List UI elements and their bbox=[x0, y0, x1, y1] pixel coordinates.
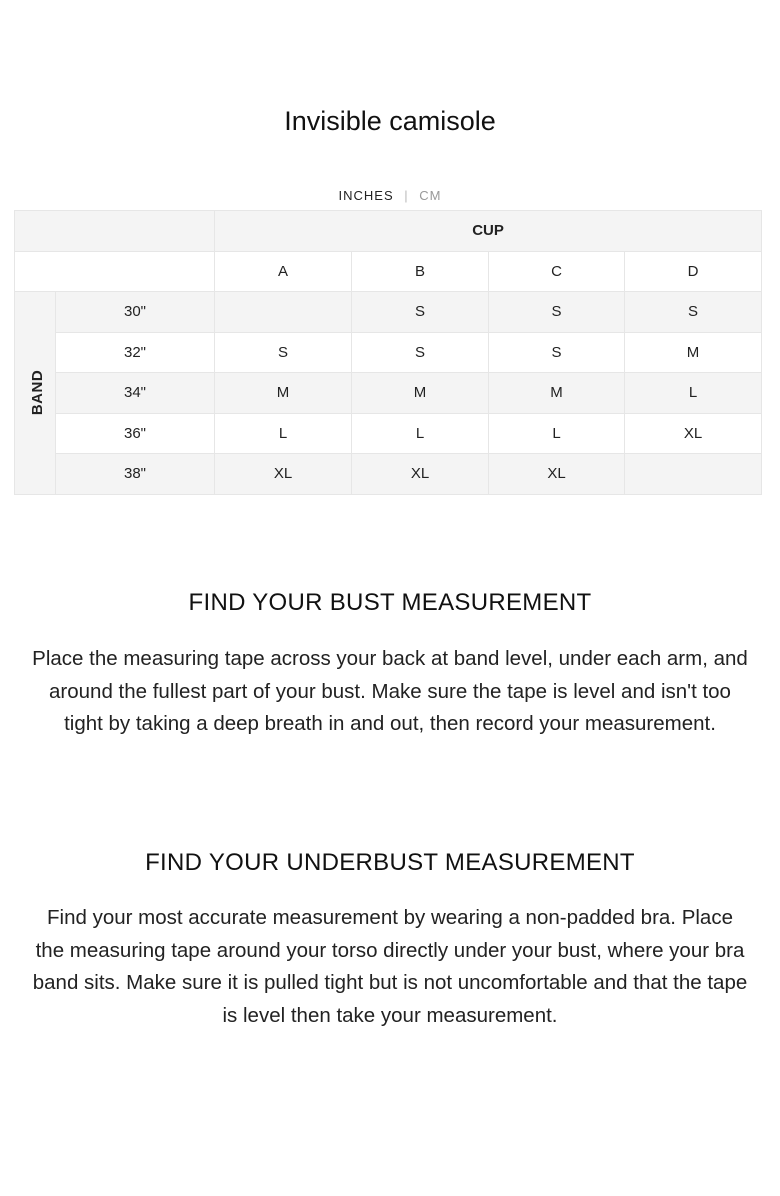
table-header-row bbox=[15, 211, 762, 252]
size-cell: XL bbox=[215, 454, 352, 495]
underbust-heading: FIND YOUR UNDERBUST MEASUREMENT bbox=[145, 849, 635, 876]
table-corner-cell bbox=[15, 251, 215, 292]
cup-header: CUP bbox=[472, 222, 504, 240]
band-size: 32" bbox=[56, 332, 215, 373]
size-cell: M bbox=[489, 373, 625, 414]
size-cell: M bbox=[215, 373, 352, 414]
bust-instructions: Place the measuring tape across your back at band level, under each arm, and around the fullest part of your bust. Make sure the tape is level and isn't too tight by taking a deep breath in and out, then record your measurement. bbox=[32, 647, 748, 735]
table-row bbox=[15, 454, 762, 495]
cup-letters-row bbox=[15, 251, 762, 292]
band-size: 36" bbox=[56, 413, 215, 454]
cup-letter: B bbox=[352, 251, 489, 292]
band-header-cell bbox=[15, 292, 56, 495]
underbust-instructions: Find your most accurate measurement by wearing a non-padded bra. Place the measuring tape around your torso directly under your bust, where your bra band sits. Make sure it is pulled tight but is not uncomfortable and that the tape is level then take your measurement. bbox=[32, 906, 748, 1027]
unit-cm-option[interactable]: CM bbox=[419, 188, 442, 203]
size-cell: XL bbox=[625, 413, 762, 454]
table-corner-cell bbox=[15, 211, 215, 252]
unit-toggle bbox=[0, 186, 780, 206]
table-row bbox=[15, 292, 762, 333]
size-cell: S bbox=[625, 292, 762, 333]
unit-separator: | bbox=[404, 188, 409, 203]
band-size: 30" bbox=[56, 292, 215, 333]
size-cell: S bbox=[489, 292, 625, 333]
table-row bbox=[15, 413, 762, 454]
size-cell: M bbox=[352, 373, 489, 414]
size-cell: XL bbox=[352, 454, 489, 495]
size-chart-table bbox=[14, 210, 762, 495]
table-row bbox=[15, 373, 762, 414]
cup-letter: A bbox=[215, 251, 352, 292]
size-cell bbox=[625, 454, 762, 495]
size-cell: L bbox=[489, 413, 625, 454]
cup-letter: D bbox=[625, 251, 762, 292]
size-cell: L bbox=[352, 413, 489, 454]
bust-heading: FIND YOUR BUST MEASUREMENT bbox=[188, 589, 592, 616]
size-cell bbox=[215, 292, 352, 333]
cup-letter: C bbox=[489, 251, 625, 292]
size-cell: XL bbox=[489, 454, 625, 495]
size-cell: S bbox=[215, 332, 352, 373]
size-cell: L bbox=[625, 373, 762, 414]
unit-inches-option[interactable]: INCHES bbox=[338, 188, 394, 203]
band-header: BAND bbox=[29, 370, 47, 416]
size-cell: L bbox=[215, 413, 352, 454]
size-cell: S bbox=[352, 332, 489, 373]
size-cell: S bbox=[352, 292, 489, 333]
band-size: 38" bbox=[56, 454, 215, 495]
cup-header-cell bbox=[215, 211, 762, 252]
size-cell: M bbox=[625, 332, 762, 373]
band-size: 34" bbox=[56, 373, 215, 414]
size-cell: S bbox=[489, 332, 625, 373]
page-title: Invisible camisole bbox=[284, 106, 496, 136]
table-row bbox=[15, 332, 762, 373]
